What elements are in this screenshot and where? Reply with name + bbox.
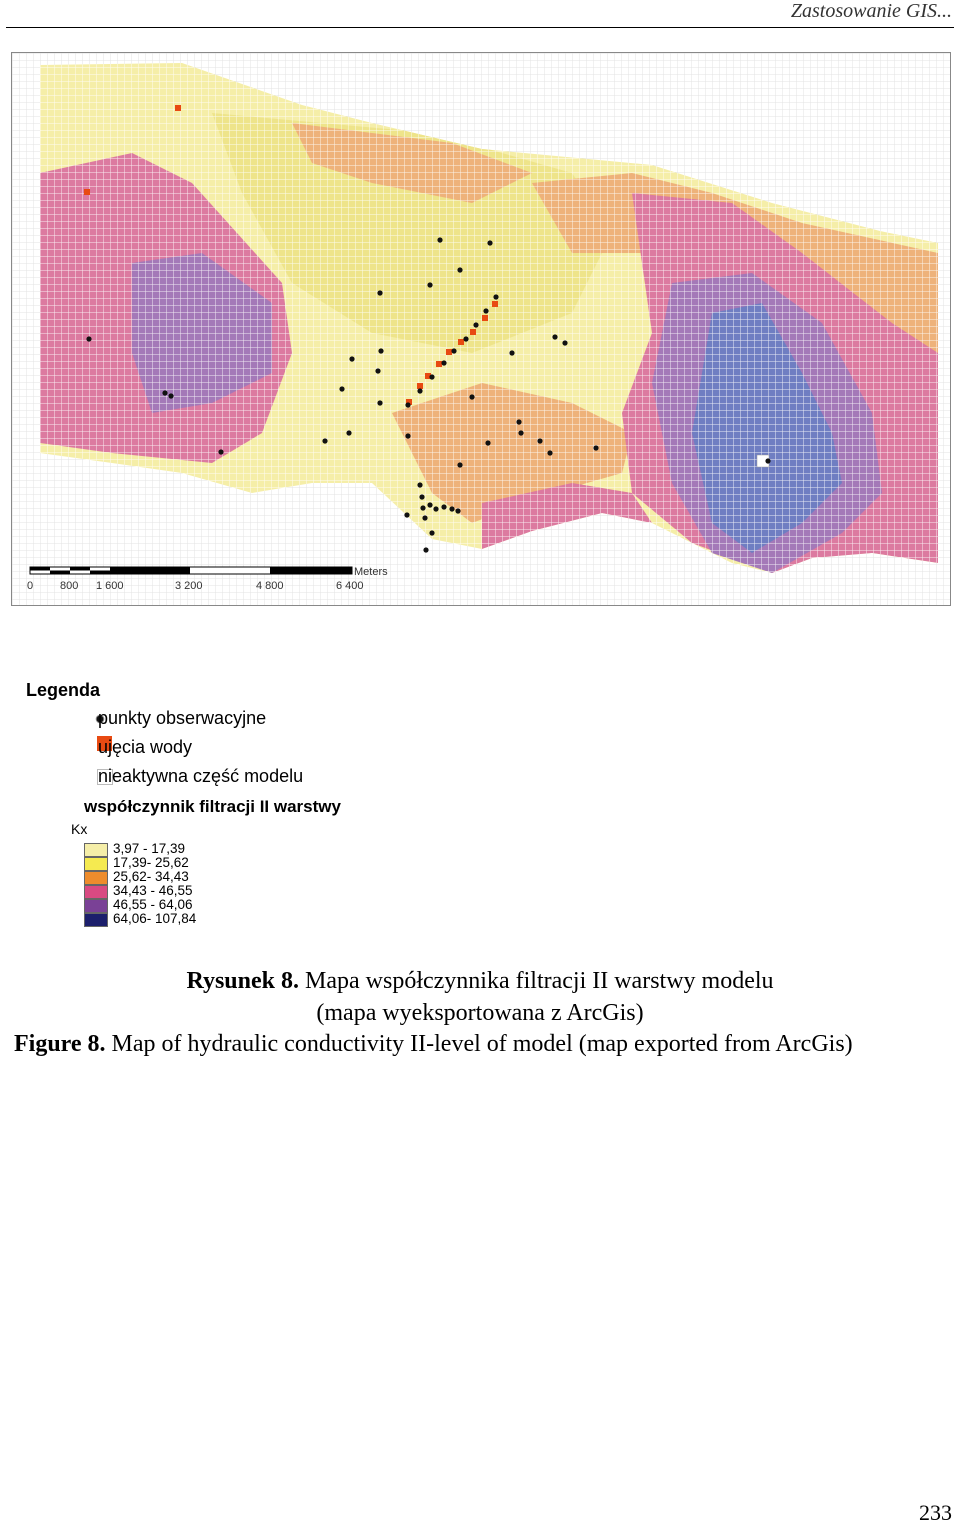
well-marker [492,301,498,307]
caption-pl-line2 [0,1000,960,1027]
obs-point [547,450,552,455]
obs-point [457,462,462,467]
scale-segment [30,567,50,571]
obs-point [162,390,167,395]
class-swatch [84,913,108,927]
class-label: 25,62- 34,43 [113,869,189,884]
caption-pl-text-2: (mapa wyeksportowana z ArcGis) [316,1000,644,1026]
obs-point [483,308,488,313]
caption-en-label: Figure 8. [14,1031,106,1057]
running-title: Zastosowanie GIS... [790,0,952,22]
legend-observation-points: punkty obserwacyjne [98,708,267,728]
obs-point [404,512,409,517]
scale-tick-label: 4 800 [256,580,284,592]
obs-point [487,240,492,245]
caption-pl-line1 [0,968,960,995]
obs-point [516,419,521,424]
well-marker [436,361,442,367]
obs-point [427,502,432,507]
scale-segment [50,571,70,575]
obs-point [518,430,523,435]
obs-point [537,438,542,443]
obs-point [377,400,382,405]
obs-point [423,547,428,552]
obs-point [375,368,380,373]
obs-point [433,506,438,511]
header-divider [6,27,954,28]
legend-water-intakes: ujęcia wody [98,737,193,757]
class-label: 3,97 - 17,39 [113,841,186,856]
obs-point [218,449,223,454]
class-swatch [84,885,108,899]
obs-point [405,402,410,407]
legend-field-name: Kx [71,821,88,837]
obs-point [485,440,490,445]
map-legend [26,680,446,940]
page-number: 233 [919,1500,952,1525]
obs-point [378,348,383,353]
obs-point [441,504,446,509]
class-swatch [84,857,108,871]
well-marker [470,329,476,335]
obs-point [552,334,557,339]
obs-point [449,506,454,511]
obs-point [427,282,432,287]
obs-point [420,505,425,510]
scale-tick-label: 6 400 [336,580,364,592]
obs-point [417,388,422,393]
legend-inactive: nieaktywna część modelu [98,766,304,786]
obs-point [339,386,344,391]
scale-segment [270,567,352,574]
obs-point [457,267,462,272]
scale-tick-label: 3 200 [175,580,203,592]
scale-segment [70,567,90,571]
obs-point [168,393,173,398]
obs-point [473,322,478,327]
caption-en-text: Map of hydraulic conductivity II-level of model (map exported from ArcGis) [111,1031,853,1057]
class-swatch [84,899,108,913]
obs-point [419,494,424,499]
scale-tick-label: 800 [60,580,79,592]
obs-point [429,374,434,379]
obs-point [463,336,468,341]
obs-point [322,438,327,443]
obs-point [417,482,422,487]
scale-tick-label: 1 600 [96,580,124,592]
obs-point [593,445,598,450]
obs-point [86,336,91,341]
obs-point [346,430,351,435]
obs-point [422,515,427,520]
well-marker [446,349,452,355]
scale-tick-label: 0 [27,580,34,592]
well-marker [84,189,90,195]
class-swatch [84,843,108,857]
well-marker [482,315,488,321]
well-marker [417,383,423,389]
class-label: 46,55 - 64,06 [113,897,193,912]
obs-point [349,356,354,361]
class-label: 17,39- 25,62 [113,855,189,870]
obs-point [441,360,446,365]
legend-title: Legenda [26,680,101,700]
caption-en [14,1031,954,1058]
class-label: 64,06- 107,84 [113,911,197,926]
obs-point [469,394,474,399]
legend-classification-title: współczynnik filtracji II warstwy [84,797,341,816]
obs-point [429,530,434,535]
obs-point [509,350,514,355]
caption-pl-text: Mapa współczynnika filtracji II warstwy modelu [305,968,774,994]
class-swatch [84,871,108,885]
well-marker [458,339,464,345]
scale-unit-label: Meters [354,566,388,578]
scale-segment [110,567,190,574]
obs-point [562,340,567,345]
hydraulic-conductivity-map [11,52,951,606]
obs-point [405,433,410,438]
obs-point [437,237,442,242]
class-label: 34,43 - 46,55 [113,883,193,898]
obs-point [377,290,382,295]
obs-point [765,458,770,463]
scale-segment [90,571,110,575]
obs-point [455,508,460,513]
running-header [0,0,960,28]
caption-pl-label: Rysunek 8. [186,968,299,994]
obs-point [493,294,498,299]
well-marker [175,105,181,111]
obs-point [451,348,456,353]
